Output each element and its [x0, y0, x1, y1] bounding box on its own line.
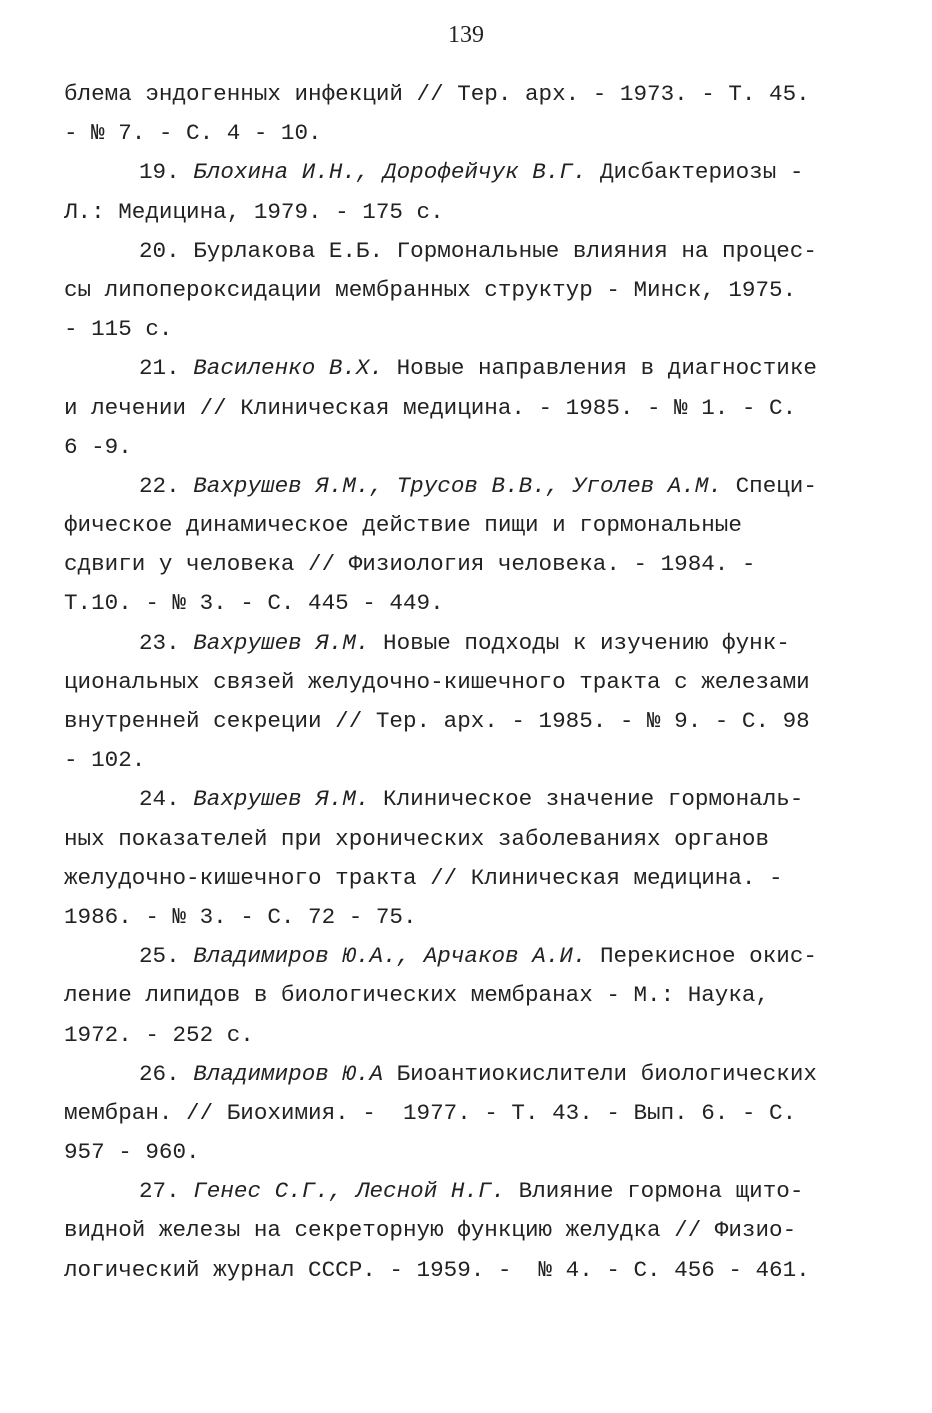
- reference-text: мембран. // Биохимия. - 1977. - Т. 43. - Вып. 6. - С.: [64, 1099, 797, 1126]
- reference-text: 1972. - 252 с.: [64, 1021, 254, 1048]
- reference-text: 957 - 960.: [64, 1139, 200, 1166]
- reference-authors: Владимиров Ю.А: [193, 1060, 384, 1087]
- reference-text: Клиническое значение гормональ-: [369, 786, 804, 813]
- reference-line: [64, 820, 874, 859]
- reference-first-line: [64, 153, 874, 192]
- reference-text: 20. Бурлакова Е.Б. Гормональные влияния на процес-: [139, 237, 817, 264]
- reference-text: ных показателей при хронических заболеваниях органов: [64, 825, 770, 852]
- reference-text: сдвиги у человека // Физиология человека. - 1984. -: [64, 551, 756, 578]
- reference-text: 19.: [139, 159, 194, 186]
- reference-text: сы липопероксидации мембранных структур - Минск, 1975.: [64, 276, 797, 303]
- reference-text: блема эндогенных инфекций // Тер. арх. - 1973. - Т. 45.: [64, 81, 810, 107]
- reference-first-line: [64, 624, 874, 663]
- reference-line: [64, 389, 874, 428]
- reference-authors: Генес С.Г., Лесной Н.Г.: [193, 1178, 506, 1205]
- reference-line: [64, 310, 874, 349]
- reference-line: [64, 702, 874, 741]
- reference-authors: Василенко В.Х.: [193, 355, 384, 382]
- reference-text: - № 7. - С. 4 - 10.: [64, 120, 322, 147]
- reference-line: [64, 545, 874, 584]
- reference-line: [64, 741, 874, 780]
- reference-first-line: [64, 937, 874, 976]
- reference-line: [64, 114, 874, 153]
- reference-text: Перекисное окис-: [586, 943, 817, 970]
- reference-first-line: [64, 1055, 874, 1094]
- reference-text: Влияние гормона щито-: [505, 1178, 804, 1205]
- reference-line: [64, 584, 874, 623]
- reference-line: [64, 898, 874, 937]
- bibliography-list: [64, 75, 874, 1290]
- reference-line: [64, 271, 874, 310]
- reference-line: [64, 506, 874, 545]
- reference-line: [64, 428, 874, 467]
- reference-text: ление липидов в биологических мембранах - М.: Наука,: [64, 982, 770, 1009]
- reference-line: [64, 193, 874, 232]
- reference-text: циональных связей желудочно-кишечного тракта с железами: [64, 668, 810, 695]
- page-number: 139: [448, 22, 484, 48]
- reference-text: желудочно-кишечного тракта // Клиническая медицина. -: [64, 864, 783, 891]
- reference-text: Биоантиокислители биологических: [383, 1060, 817, 1087]
- reference-first-line: [64, 780, 874, 819]
- reference-first-line: [64, 467, 874, 506]
- reference-authors: Вахрушев Я.М., Трусов В.В., Уголев А.М.: [193, 472, 723, 499]
- reference-text: 6 -9.: [64, 433, 132, 460]
- reference-line: [64, 663, 874, 702]
- reference-line: [64, 1016, 874, 1055]
- reference-authors: Владимиров Ю.А., Арчаков А.И.: [193, 943, 587, 970]
- reference-text: Л.: Медицина, 1979. - 175 с.: [64, 198, 444, 225]
- reference-line: [64, 859, 874, 898]
- reference-text: 25.: [139, 943, 194, 970]
- reference-line: [64, 1251, 874, 1290]
- reference-text: внутренней секреции // Тер. арх. - 1985. - № 9. - С. 98: [64, 708, 810, 734]
- reference-text: видной железы на секреторную функцию желудка // Физио-: [64, 1217, 797, 1244]
- reference-line: [64, 1094, 874, 1133]
- reference-text: логический журнал СССР. - 1959. - № 4. - С. 456 - 461.: [64, 1256, 810, 1283]
- reference-line: [64, 1133, 874, 1172]
- reference-text: Специ-: [722, 472, 817, 499]
- reference-text: Новые направления в диагностике: [383, 355, 817, 382]
- reference-first-line: [64, 232, 874, 271]
- reference-authors: Вахрушев Я.М.: [193, 786, 370, 813]
- reference-text: Новые подходы к изучению функ-: [369, 629, 790, 656]
- reference-text: Т.10. - № 3. - С. 445 - 449.: [64, 590, 444, 617]
- reference-text: 24.: [139, 786, 194, 813]
- reference-authors: Вахрушев Я.М.: [193, 629, 370, 656]
- reference-line: [64, 1211, 874, 1250]
- reference-authors: Блохина И.Н., Дорофейчук В.Г.: [193, 159, 587, 186]
- reference-text: 1986. - № 3. - С. 72 - 75.: [64, 903, 417, 930]
- reference-line: [64, 976, 874, 1015]
- reference-text: 21.: [139, 355, 194, 382]
- reference-text: 23.: [139, 629, 194, 656]
- reference-text: - 102.: [64, 747, 146, 774]
- reference-first-line: [64, 349, 874, 388]
- reference-text: фическое динамическое действие пищи и гормональные: [64, 512, 742, 539]
- reference-text: 22.: [139, 472, 194, 499]
- reference-text: 26.: [139, 1060, 194, 1087]
- reference-text: 27.: [139, 1178, 194, 1205]
- reference-text: - 115 с.: [64, 316, 173, 343]
- reference-first-line: [64, 1172, 874, 1211]
- reference-line: [64, 75, 874, 114]
- reference-text: Дисбактериозы -: [586, 159, 804, 186]
- reference-text: и лечении // Клиническая медицина. - 1985. - № 1. - С.: [64, 394, 797, 421]
